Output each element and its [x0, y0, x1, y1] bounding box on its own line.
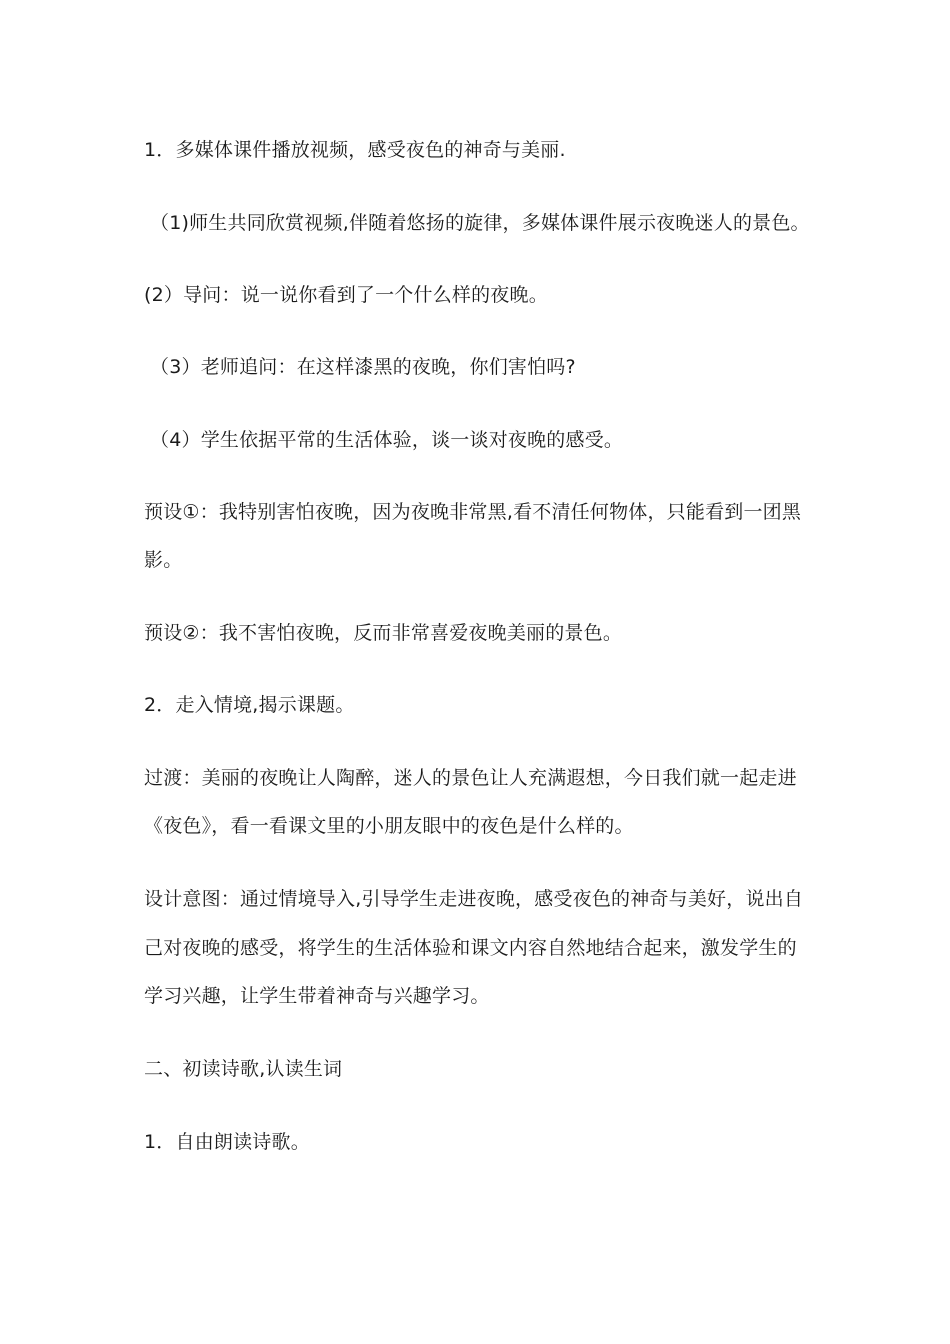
paragraph-12-line-1: 1．自由朗读诗歌。 — [144, 1131, 310, 1153]
paragraph-6-line-1: 预设①：我特别害怕夜晚，因为夜晚非常黑,看不清任何物体，只能看到一团黑 — [144, 501, 802, 523]
paragraph-3-line-1: (2）导问：说一说你看到了一个什么样的夜晚。 — [144, 284, 548, 306]
paragraph-7-line-1: 预设②：我不害怕夜晚，反而非常喜爱夜晚美丽的景色。 — [144, 622, 623, 644]
paragraph-9-line-1: 过渡：美丽的夜晚让人陶醉，迷人的景色让人充满遐想，今日我们就一起走进 — [144, 767, 797, 789]
paragraph-4-line-1: （3）老师追问：在这样漆黑的夜晚，你们害怕吗? — [150, 356, 576, 378]
paragraph-10-line-3: 学习兴趣，让学生带着神奇与兴趣学习。 — [144, 985, 490, 1007]
paragraph-1-line-1: 1．多媒体课件播放视频，感受夜色的神奇与美丽. — [144, 139, 566, 161]
paragraph-8-line-1: 2．走入情境,揭示课题。 — [144, 694, 355, 716]
paragraph-2-line-1: （1)师生共同欣赏视频,伴随着悠扬的旋律，多媒体课件展示夜晚迷人的景色。 — [150, 212, 810, 234]
paragraph-10-line-2: 己对夜晚的感受，将学生的生活体验和课文内容自然地结合起来，激发学生的 — [144, 937, 797, 959]
section-heading: 二、初读诗歌,认读生词 — [144, 1058, 343, 1080]
paragraph-5-line-1: （4）学生依据平常的生活体验，谈一谈对夜晚的感受。 — [150, 429, 624, 451]
paragraph-9-line-2: 《夜色》，看一看课文里的小朋友眼中的夜色是什么样的。 — [144, 815, 634, 837]
paragraph-10-line-1: 设计意图：通过情境导入,引导学生走进夜晚，感受夜色的神奇与美好，说出自 — [144, 888, 804, 910]
paragraph-6-line-2: 影。 — [144, 549, 183, 571]
